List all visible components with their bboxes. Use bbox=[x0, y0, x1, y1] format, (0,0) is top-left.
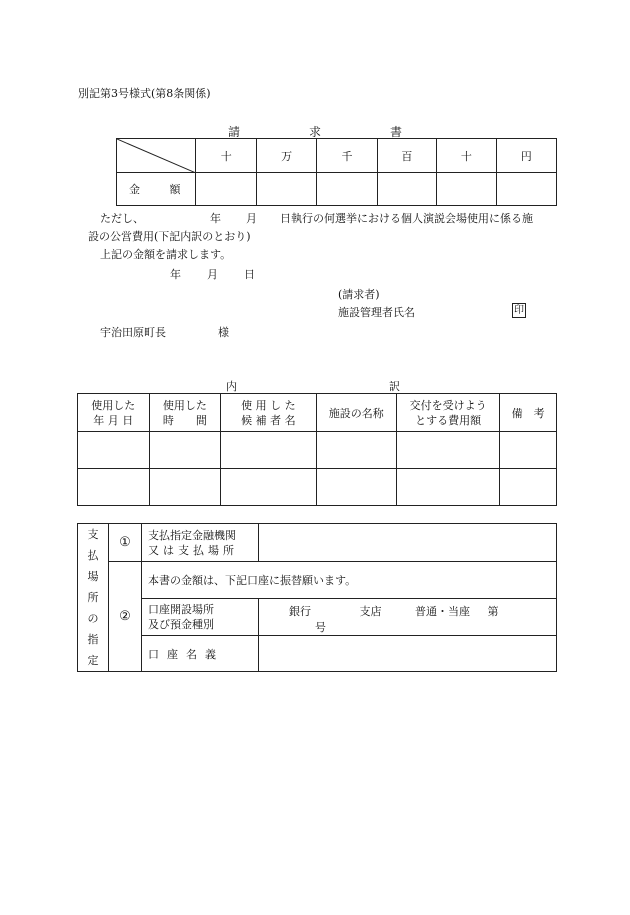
breakdown-cell[interactable] bbox=[221, 432, 316, 469]
form-id: 別記第3号様式(第8条関係) bbox=[78, 87, 211, 100]
seal-icon bbox=[512, 303, 526, 318]
header-date bbox=[78, 394, 150, 432]
amount-digit-cell[interactable] bbox=[256, 173, 316, 206]
account-no-prefix: 第 bbox=[487, 605, 499, 618]
body-line1-rest: 日執行の何選挙における個人演説会場使用に係る施 bbox=[280, 212, 533, 225]
side-char: の bbox=[87, 612, 99, 625]
body-line1-a: ただし、 bbox=[100, 212, 144, 225]
date-day: 日 bbox=[244, 268, 255, 281]
amount-label-char-1: 金 bbox=[129, 183, 140, 196]
breakdown-cell[interactable] bbox=[500, 469, 557, 506]
amount-table bbox=[116, 138, 557, 206]
amount-label bbox=[117, 173, 196, 206]
header-date-l1: 使用した bbox=[91, 398, 136, 412]
date-month: 月 bbox=[207, 268, 218, 281]
account-location-label bbox=[142, 599, 259, 636]
side-char: 場 bbox=[87, 570, 99, 583]
unit-sen: 千 bbox=[317, 139, 377, 173]
body-line2: 設の公営費用(下記内訳のとおり) bbox=[88, 230, 251, 243]
header-time-l1: 使用した bbox=[162, 398, 207, 412]
side-char: 指 bbox=[87, 633, 99, 646]
header-candidate-l1: 使 用 し た bbox=[241, 398, 296, 412]
unit-hyaku: 百 bbox=[377, 139, 436, 173]
breakdown-cell[interactable] bbox=[149, 432, 221, 469]
unit-ju-2: 十 bbox=[437, 139, 496, 173]
addressee-honorific: 様 bbox=[218, 326, 229, 339]
account-label-l2: 及び預金種別 bbox=[148, 618, 214, 631]
seal-mark: 印 bbox=[514, 305, 524, 316]
breakdown-cell[interactable] bbox=[149, 469, 221, 506]
header-time-l2: 時 間 bbox=[162, 413, 207, 427]
account-label-l1: 口座開設場所 bbox=[148, 603, 214, 616]
account-type-label: 普通・当座 bbox=[415, 605, 470, 618]
breakdown-cell[interactable] bbox=[396, 469, 499, 506]
breakdown-cell[interactable] bbox=[316, 469, 396, 506]
breakdown-cell[interactable] bbox=[78, 432, 150, 469]
title-char-1: 請 bbox=[228, 125, 241, 139]
side-char: 支 bbox=[87, 528, 99, 541]
header-amount bbox=[396, 394, 499, 432]
breakdown-title-a: 内 bbox=[226, 380, 237, 393]
body-line3: 上記の金額を請求します。 bbox=[100, 248, 232, 261]
claimant-label: (請求者) bbox=[338, 288, 380, 301]
amount-digit-cell[interactable] bbox=[437, 173, 496, 206]
branch-label: 支店 bbox=[359, 605, 382, 618]
breakdown-cell[interactable] bbox=[500, 432, 557, 469]
option2-mark: ② bbox=[109, 562, 142, 672]
body-line1-month: 月 bbox=[246, 212, 257, 225]
amount-digit-cell[interactable] bbox=[377, 173, 436, 206]
header-candidate bbox=[221, 394, 316, 432]
breakdown-table bbox=[77, 393, 557, 506]
account-no-suffix: 号 bbox=[315, 621, 326, 634]
holder-field[interactable] bbox=[259, 636, 557, 672]
date-year: 年 bbox=[170, 268, 181, 281]
header-date-l2: 年 月 日 bbox=[93, 413, 134, 427]
amount-label-char-2: 額 bbox=[169, 183, 181, 196]
amount-digit-cell[interactable] bbox=[317, 173, 377, 206]
title-char-3: 書 bbox=[390, 125, 403, 139]
claimant-name-label: 施設管理者氏名 bbox=[338, 306, 415, 319]
breakdown-cell[interactable] bbox=[221, 469, 316, 506]
holder-label: 口座名義 bbox=[142, 636, 259, 672]
side-char: 所 bbox=[87, 591, 99, 604]
option1-label bbox=[142, 524, 259, 562]
header-candidate-l2: 候 補 者 名 bbox=[241, 413, 296, 427]
unit-en: 円 bbox=[496, 139, 556, 173]
header-amount-l1: 交付を受けよう bbox=[409, 398, 487, 412]
breakdown-title-b: 訳 bbox=[389, 380, 400, 393]
body-line1-year: 年 bbox=[210, 212, 221, 225]
option1-field[interactable] bbox=[259, 524, 557, 562]
header-facility: 施設の名称 bbox=[316, 394, 396, 432]
breakdown-cell[interactable] bbox=[396, 432, 499, 469]
breakdown-cell[interactable] bbox=[78, 469, 150, 506]
bank-label: 銀行 bbox=[289, 605, 311, 618]
header-amount-l2: とする費用額 bbox=[415, 413, 482, 427]
option1-label-l1: 支払指定金融機関 bbox=[148, 528, 236, 542]
option1-label-l2: 又は支払場所 bbox=[148, 543, 238, 557]
amount-digit-cell[interactable] bbox=[496, 173, 556, 206]
title-char-2: 求 bbox=[309, 125, 322, 139]
addressee-name: 宇治田原町長 bbox=[100, 326, 166, 339]
side-char: 払 bbox=[87, 549, 99, 562]
option2-text: 本書の金額は、下記口座に振替願います。 bbox=[142, 562, 557, 599]
payment-table bbox=[77, 523, 557, 672]
unit-man: 万 bbox=[256, 139, 316, 173]
header-remarks: 備 考 bbox=[500, 394, 557, 432]
header-time bbox=[149, 394, 221, 432]
unit-ju: 十 bbox=[196, 139, 256, 173]
diagonal-cell bbox=[117, 139, 196, 173]
diagonal-line bbox=[117, 139, 196, 173]
account-location-field[interactable] bbox=[259, 599, 557, 636]
payment-side-label bbox=[78, 524, 109, 672]
breakdown-cell[interactable] bbox=[316, 432, 396, 469]
option1-mark: ① bbox=[109, 524, 142, 562]
side-char: 定 bbox=[87, 654, 99, 667]
amount-digit-cell[interactable] bbox=[196, 173, 256, 206]
